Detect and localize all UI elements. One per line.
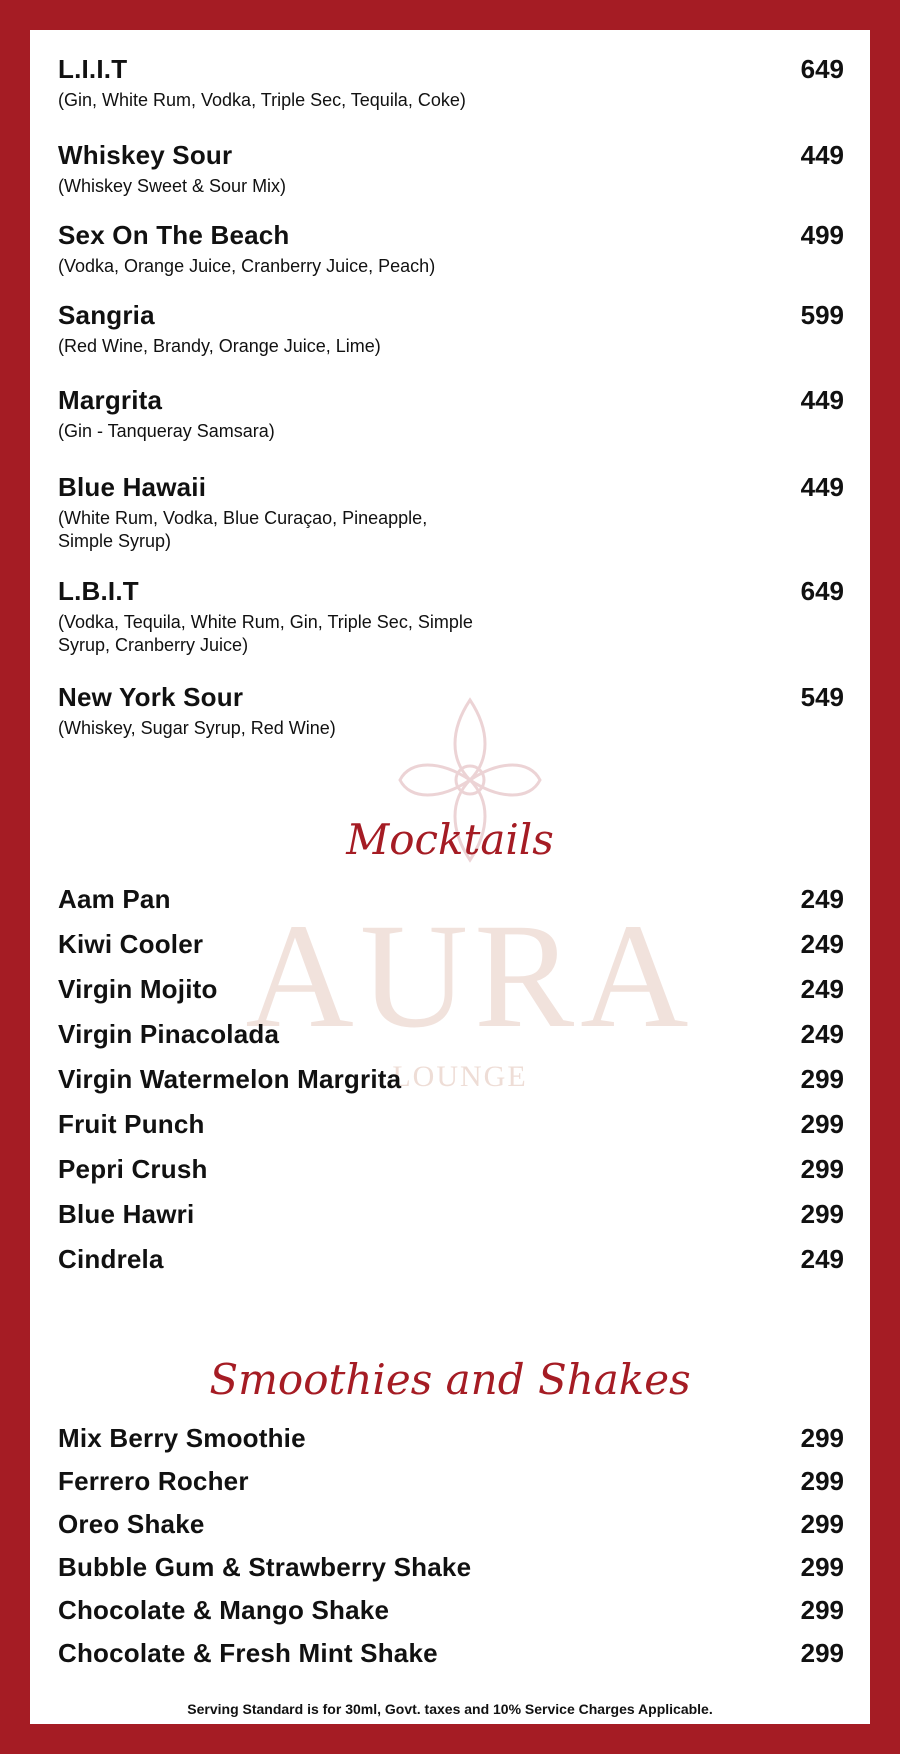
menu-item	[58, 929, 844, 960]
item-name: Mix Berry Smoothie	[58, 1423, 306, 1453]
section-title-mocktails: Mocktails	[346, 815, 554, 864]
item-description: (Gin, White Rum, Vodka, Triple Sec, Tequila, Coke)	[58, 90, 466, 110]
menu-item	[58, 1154, 844, 1185]
menu-item	[58, 300, 844, 358]
item-name: Kiwi Cooler	[58, 929, 204, 959]
menu-item	[58, 1552, 844, 1583]
menu-item	[58, 682, 844, 740]
menu-item	[58, 1466, 844, 1497]
menu-item	[58, 884, 844, 915]
menu-item	[58, 385, 844, 443]
brand-sub-watermark: LOUNGE	[392, 1060, 528, 1093]
menu-item	[58, 1244, 844, 1275]
item-name: Ferrero Rocher	[58, 1466, 249, 1496]
item-price: 449	[800, 472, 844, 502]
menu-item	[58, 576, 844, 657]
item-price: 299	[800, 1064, 844, 1094]
item-price: 599	[800, 300, 844, 330]
menu-item	[58, 1019, 844, 1050]
menu-item	[58, 1423, 844, 1454]
menu-item	[58, 974, 844, 1005]
item-name: Pepri Crush	[58, 1154, 208, 1184]
item-description: (Vodka, Orange Juice, Cranberry Juice, Peach)	[58, 256, 436, 276]
item-price: 249	[800, 974, 844, 1004]
menu-item	[58, 1638, 844, 1669]
item-name: Virgin Pinacolada	[58, 1019, 280, 1049]
item-name: Sangria	[58, 300, 155, 330]
item-name: Blue Hawri	[58, 1199, 195, 1229]
item-price: 249	[800, 884, 844, 914]
item-description: (White Rum, Vodka, Blue Curaçao, Pineapple, Simple Syrup)	[58, 508, 428, 551]
menu-item	[58, 472, 844, 553]
item-name: Bubble Gum & Strawberry Shake	[58, 1552, 472, 1582]
item-price: 299	[800, 1154, 844, 1184]
item-price: 449	[800, 385, 844, 415]
item-price: 249	[800, 1244, 844, 1274]
item-description: (Gin - Tanqueray Samsara)	[58, 421, 275, 441]
menu-item	[58, 1199, 844, 1230]
item-price: 449	[800, 140, 844, 170]
item-name: New York Sour	[58, 682, 244, 712]
item-name: Cindrela	[58, 1244, 164, 1274]
item-name: Aam Pan	[58, 884, 171, 914]
menu-item	[58, 1109, 844, 1140]
item-price: 299	[800, 1109, 844, 1139]
item-name: Virgin Watermelon Margrita	[58, 1064, 402, 1094]
item-price: 299	[800, 1466, 844, 1496]
item-name: Fruit Punch	[58, 1109, 205, 1139]
menu-page	[30, 30, 870, 1724]
item-price: 649	[800, 54, 844, 84]
item-price: 549	[800, 682, 844, 712]
item-price: 299	[800, 1595, 844, 1625]
item-price: 299	[800, 1423, 844, 1453]
item-price: 249	[800, 929, 844, 959]
item-name: Oreo Shake	[58, 1509, 205, 1539]
item-name: Blue Hawaii	[58, 472, 207, 502]
item-price: 299	[800, 1552, 844, 1582]
item-name: Virgin Mojito	[58, 974, 218, 1004]
item-name: L.I.I.T	[58, 54, 128, 84]
menu-item	[58, 54, 844, 112]
item-name: L.B.I.T	[58, 576, 139, 606]
footer-note: Serving Standard is for 30ml, Govt. taxes and 10% Service Charges Applicable.	[187, 1701, 713, 1717]
item-price: 499	[800, 220, 844, 250]
item-price: 249	[800, 1019, 844, 1049]
section-title-smoothies: Smoothies and Shakes	[209, 1355, 691, 1404]
item-description: (Whiskey, Sugar Syrup, Red Wine)	[58, 718, 336, 738]
item-price: 299	[800, 1638, 844, 1668]
item-description: (Red Wine, Brandy, Orange Juice, Lime)	[58, 336, 381, 356]
item-name: Chocolate & Fresh Mint Shake	[58, 1638, 438, 1668]
menu-item	[58, 1509, 844, 1540]
item-name: Whiskey Sour	[58, 140, 233, 170]
item-name: Margrita	[58, 385, 163, 415]
item-name: Chocolate & Mango Shake	[58, 1595, 390, 1625]
brand-watermark: AURA	[245, 893, 695, 1059]
menu-item	[58, 220, 844, 278]
menu-item	[58, 1595, 844, 1626]
item-price: 299	[800, 1199, 844, 1229]
menu-item	[58, 140, 844, 198]
item-description: (Whiskey Sweet & Sour Mix)	[58, 176, 287, 196]
item-name: Sex On The Beach	[58, 220, 290, 250]
item-price: 299	[800, 1509, 844, 1539]
menu-item	[58, 1064, 844, 1095]
item-price: 649	[800, 576, 844, 606]
item-description: (Vodka, Tequila, White Rum, Gin, Triple Sec, Simple Syrup, Cranberry Juice)	[58, 612, 473, 655]
